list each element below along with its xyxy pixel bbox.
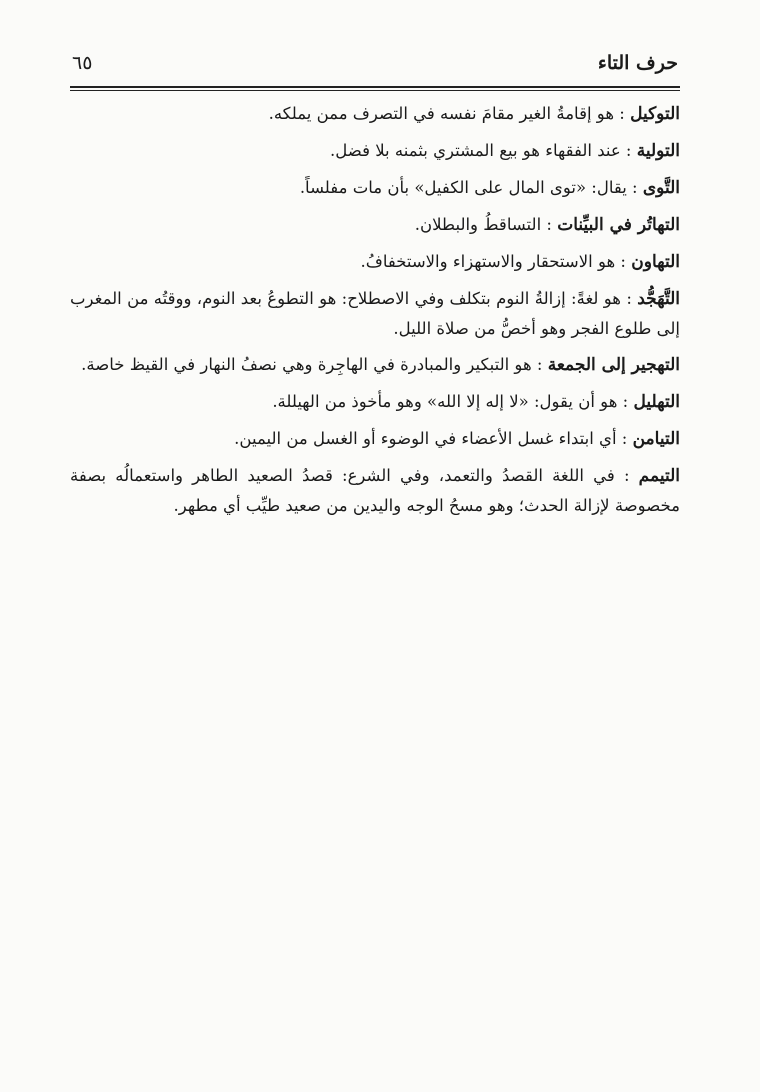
running-header: [70, 52, 680, 84]
entry-definition: التساقطُ والبطلان.: [414, 215, 542, 234]
glossary-entries: [70, 99, 680, 520]
book-page: [70, 52, 680, 527]
entry-definition: يقال: «توى المال على الكفيل» بأن مات مفلساً.: [299, 178, 627, 197]
glossary-entry: التهليل : هو أن يقول: «لا إله إلا الله» وهو مأخوذ من الهيللة.: [272, 392, 680, 412]
entry-term: التهليل: [633, 392, 680, 412]
glossary-entry: التَّهَجُّد : هو لغةً: إزالةُ النوم بتكلف وفي الاصطلاح: هو التطوعُ بعد النوم، ووقتُه من المغرب إلى طلوع الفجر وهو أخصُّ من صلاة الليل.: [70, 289, 680, 338]
glossary-entry: التيمم : في اللغة القصدُ والتعمد، وفي الشرع: قصدُ الصعيد الطاهر واستعمالُه بصفة مخصوصة لإزالة الحدث؛ وهو مسحُ الوجه واليدين من صعيد طيِّب أي مطهر.: [70, 466, 680, 515]
glossary-entry: التَّوى : يقال: «توى المال على الكفيل» بأن مات مفلساً.: [299, 178, 680, 198]
entry-definition: هو لغةً: إزالةُ النوم بتكلف وفي الاصطلاح: هو التطوعُ بعد النوم، ووقتُه من المغرب إلى طلوع الفجر وهو أخصُّ من صلاة الليل.: [70, 289, 680, 338]
entry-definition: هو التبكير والمبادرة في الهاجِرة وهي نصفُ النهار في القيظ خاصة.: [81, 355, 532, 374]
entry-term: التَّوى: [642, 178, 680, 198]
entry-term: التهاون: [631, 252, 680, 272]
entry-definition: أي ابتداء غسل الأعضاء في الوضوء أو الغسل من اليمين.: [234, 429, 617, 448]
glossary-entry: التهاون : هو الاستحقار والاستهزاء والاستخفافُ.: [360, 252, 680, 272]
entry-term: التيامن: [632, 429, 680, 449]
page-number: ٦٥: [72, 52, 93, 74]
glossary-entry: التوكيل : هو إقامةُ الغير مقامَ نفسه في التصرف ممن يملكه.: [268, 104, 680, 124]
entry-term: التهجير إلى الجمعة: [547, 355, 680, 375]
entry-definition: في اللغة القصدُ والتعمد، وفي الشرع: قصدُ الصعيد الطاهر واستعمالُه بصفة مخصوصة لإزالة الحدث؛ وهو مسحُ الوجه واليدين من صعيد طيِّب أي مطهر.: [70, 466, 680, 515]
entry-term: التولية: [636, 141, 680, 161]
chapter-title: حرف التاء: [597, 52, 678, 74]
glossary-entry: التهاتُر في البيِّنات : التساقطُ والبطلان.: [414, 215, 680, 235]
entry-definition: هو الاستحقار والاستهزاء والاستخفافُ.: [360, 252, 616, 271]
header-rule-thin: [70, 90, 680, 91]
entry-term: التهاتُر في البيِّنات: [557, 215, 680, 235]
entry-definition: هو أن يقول: «لا إله إلا الله» وهو مأخوذ من الهيللة.: [272, 392, 618, 411]
entry-definition: هو إقامةُ الغير مقامَ نفسه في التصرف ممن يملكه.: [268, 104, 615, 123]
entry-term: التَّهَجُّد: [637, 289, 680, 309]
glossary-entry: التهجير إلى الجمعة : هو التبكير والمبادرة في الهاجِرة وهي نصفُ النهار في القيظ خاصة.: [81, 355, 680, 375]
glossary-entry: التولية : عند الفقهاء هو بيع المشتري بثمنه بلا فضل.: [330, 141, 680, 161]
entry-term: التوكيل: [630, 104, 680, 124]
header-rule-thick: [70, 86, 680, 88]
entry-definition: عند الفقهاء هو بيع المشتري بثمنه بلا فضل.: [330, 141, 621, 160]
glossary-entry: التيامن : أي ابتداء غسل الأعضاء في الوضوء أو الغسل من اليمين.: [234, 429, 680, 449]
entry-term: التيمم: [638, 466, 680, 486]
